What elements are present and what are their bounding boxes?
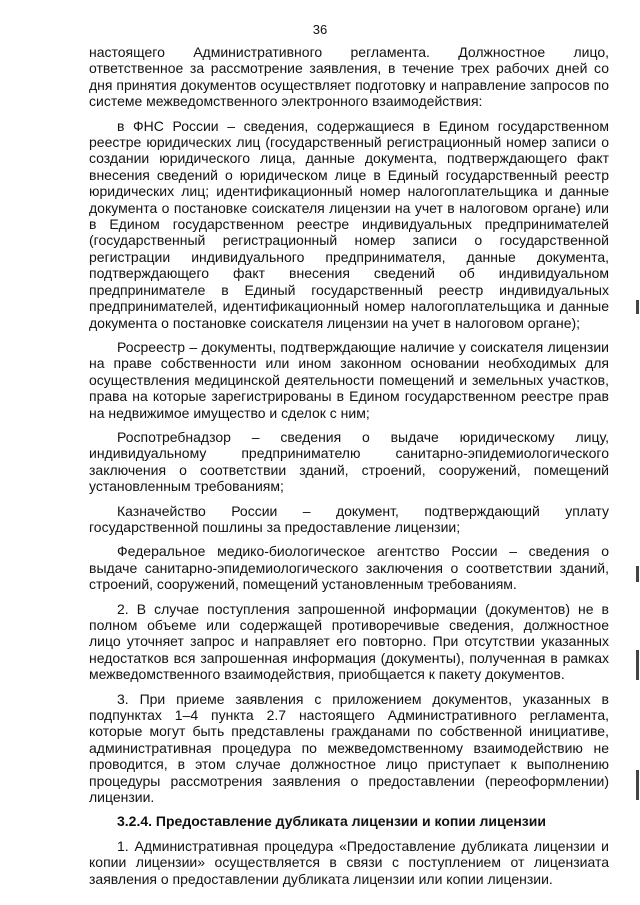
paragraph-fns-request: в ФНС России – сведения, содержащиеся в Едином государственном реестре юридических лиц (государственный регистрационный номер записи о создании юридического лица, данные документа, подтверждающего факт внесения сведений о юридическом лице в Единый государственный реестр юридических лиц; идентификационный номер налогоплательщика и данные документа о постановке соискателя лицензии на учет в налоговом органе) или в Едином государственном реестре индивидуальных предпринимателей (государственный регистрационный номер записи о государственной регистрации индивидуального предпринимателя, данные документа, подтверждающего факт внесения сведений об индивидуальном предпринимателе в Единый государственный реестр индивидуальных предпринимателей, идентификационный номер налогоплательщика и данные документа о постановке соискателя лицензии на учет в налоговом органе); [89,117,609,331]
document-body [89,44,609,895]
paragraph-rosreestr-request: Росреестр – документы, подтверждающие наличие у соискателя лицензии на праве собственности или ином законном основании необходимых для осуществления медицинской деятельности помещений и земельных участков, права на которые зарегистрированы в Едином государственном реестре прав на недвижимое имущество и сделок с ним; [89,338,609,421]
paragraph-fmba-request: Федеральное медико-биологическое агентство России – сведения о выдаче санитарно-эпидемиологического заключения о соответствии зданий, строений, сооружений, помещений установленным требованиям. [89,543,609,593]
page-number: 36 [312,22,328,37]
paragraph-rospotrebnadzor-request: Роспотребнадзор – сведения о выдаче юридическому лицу, индивидуальному предпринимателю санитарно-эпидемиологического заключения о соответствии зданий, строений, сооружений, помещений установленным требованиям; [89,428,609,495]
paragraph-treasury-request: Казначейство России – документ, подтверждающий уплату государственной пошлины за предоставление лицензии; [89,502,609,535]
scan-edge-mark [636,650,639,680]
section-heading: 3.2.4. Предоставление дубликата лицензии и копии лицензии [117,813,546,830]
paragraph-item-2: 2. В случае поступления запрошенной информации (документов) не в полном объеме или содержащей противоречивые сведения, должностное лицо уточняет запрос и направляет его повторно. При отсутствии указанных недостатков вся запрошенная информация (документы), полученная в рамках межведомственного взаимодействия, приобщается к пакету документов. [89,600,609,683]
paragraph-item-3: 3. При приеме заявления с приложением документов, указанных в подпунктах 1–4 пункта 2.7 настоящего Административного регламента, которые могут быть представлены гражданами по собственной инициативе, административная процедура по межведомственному взаимодействию не проводится, в этом случае должностное лицо приступает к выполнению процедуры рассмотрения заявления о предоставлении (переоформлении) лицензии. [89,690,609,806]
scan-edge-mark [636,566,639,582]
section-paragraph-1: 1. Административная процедура «Предоставление дубликата лицензии и копии лицензии» осуществляется в связи с поступлением от лицензиата заявления о предоставлении дубликата лицензии или копии лицензии. [89,837,609,887]
paragraph-continuation: настоящего Административного регламента. Должностное лицо, ответственное за рассмотрение заявления, в течение трех рабочих дней со дня принятия документов осуществляет подготовку и направление запросов по системе межведомственного электронного взаимодействия: [89,44,609,110]
scan-edge-mark [636,300,639,314]
scan-edge-mark [636,770,639,800]
